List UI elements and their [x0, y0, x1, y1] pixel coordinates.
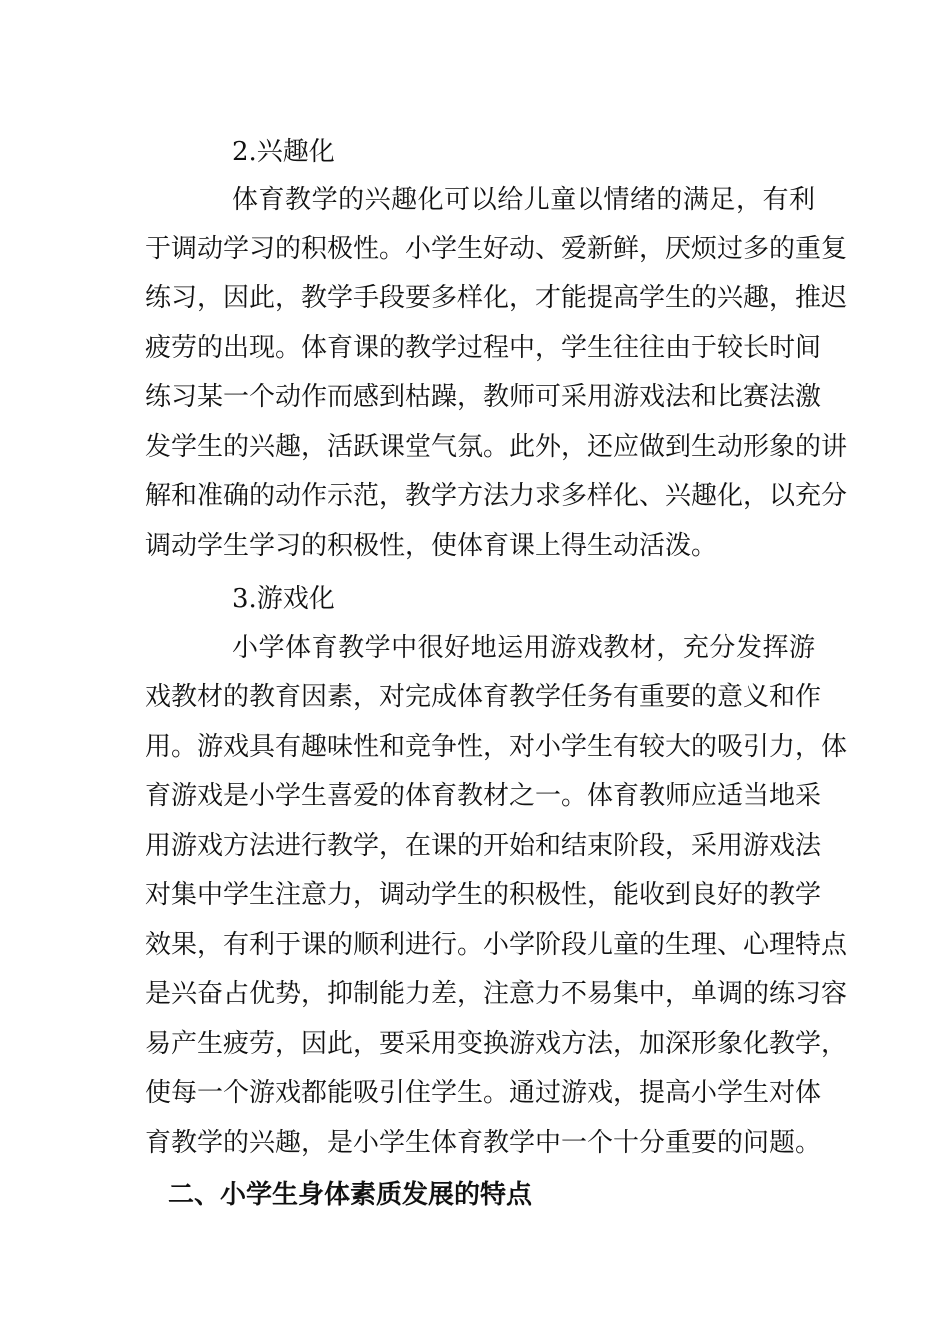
section-heading: 二、小学生身体素质发展的特点: [168, 1180, 533, 1210]
paragraph-line: 于调动学习的积极性。小学生好动、爱新鲜，厌烦过多的重复: [145, 234, 848, 264]
paragraph-line: 练习某一个动作而感到枯躁，教师可采用游戏法和比赛法激: [145, 382, 822, 412]
paragraph-line: 疲劳的出现。体育课的教学过程中，学生往往由于较长时间: [145, 333, 822, 363]
paragraph-line: 对集中学生注意力，调动学生的积极性，能收到良好的教学: [145, 880, 822, 910]
paragraph-line: 育教学的兴趣，是小学生体育教学中一个十分重要的问题。: [145, 1128, 822, 1158]
paragraph-line: 易产生疲劳，因此，要采用变换游戏方法，加深形象化教学，: [145, 1029, 848, 1059]
paragraph-line: 小学体育教学中很好地运用游戏教材，充分发挥游: [232, 633, 815, 663]
paragraph-line: 用。游戏具有趣味性和竞争性，对小学生有较大的吸引力，体: [145, 732, 848, 762]
paragraph-line: 调动学生学习的积极性，使体育课上得生动活泼。: [145, 531, 718, 561]
paragraph-line: 使每一个游戏都能吸引住学生。通过游戏，提高小学生对体: [145, 1078, 822, 1108]
paragraph-line: 是兴奋占优势，抑制能力差，注意力不易集中，单调的练习容: [145, 979, 848, 1009]
paragraph-line: 戏教材的教育因素，对完成体育教学任务有重要的意义和作: [145, 682, 822, 712]
paragraph-line: 用游戏方法进行教学，在课的开始和结束阶段，采用游戏法: [145, 831, 822, 861]
paragraph-line: 育游戏是小学生喜爱的体育教材之一。体育教师应适当地采: [145, 781, 822, 811]
paragraph-line: 体育教学的兴趣化可以给儿童以情绪的满足，有利: [232, 185, 815, 215]
subheading-interest: 2.兴趣化: [232, 137, 335, 167]
paragraph-line: 效果，有利于课的顺利进行。小学阶段儿童的生理、心理特点: [145, 930, 848, 960]
paragraph-line: 练习，因此，教学手段要多样化，才能提高学生的兴趣，推迟: [145, 283, 848, 313]
paragraph-line: 发学生的兴趣，活跃课堂气氛。此外，还应做到生动形象的讲: [145, 432, 848, 462]
subheading-game: 3.游戏化: [232, 584, 335, 614]
paragraph-line: 解和准确的动作示范，教学方法力求多样化、兴趣化，以充分: [145, 481, 848, 511]
